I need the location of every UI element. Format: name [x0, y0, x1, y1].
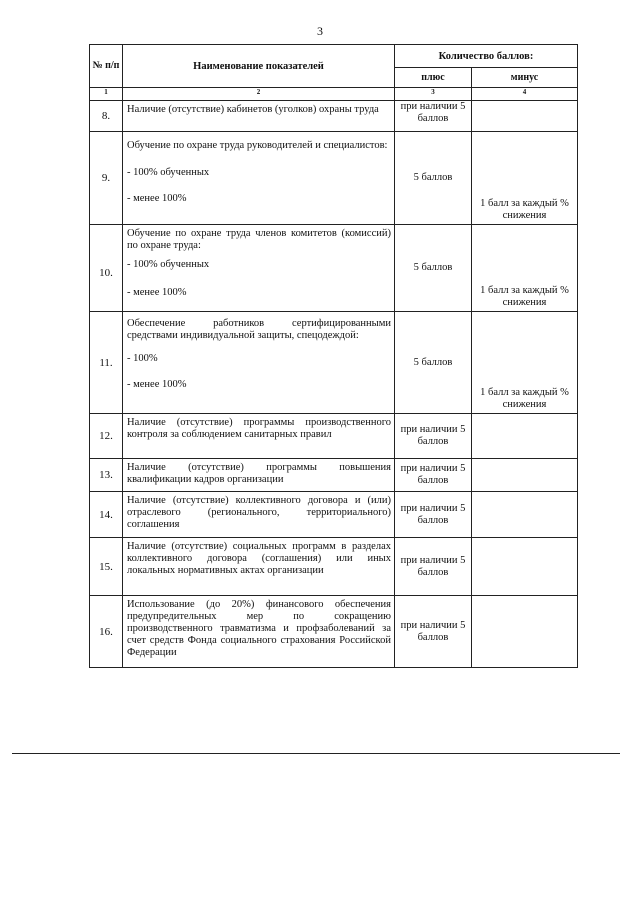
- table-row: [90, 459, 578, 492]
- indicator-text: Наличие (отсутствие) программы производственного контроля за соблюдением санитарных правил: [123, 414, 395, 459]
- plus-value: при наличии 5 баллов: [395, 459, 472, 492]
- column-index: 1: [90, 88, 123, 101]
- row-number: 14.: [90, 492, 123, 538]
- header-num: № п/п: [90, 45, 123, 88]
- plus-value: при наличии 5 баллов: [395, 596, 472, 668]
- table-row: [90, 312, 578, 414]
- option-partial: - менее 100%: [127, 379, 187, 390]
- header-name: Наименование показателей: [123, 45, 395, 88]
- page-number: 3: [317, 24, 323, 38]
- table-row: [90, 596, 578, 668]
- indicators-table: [89, 44, 578, 668]
- option-full: - 100% обученных: [127, 259, 210, 270]
- table-row: [90, 492, 578, 538]
- indicator-text: Наличие (отсутствие) социальных программ в разделах коллективного договора (соглашения) или иных локальных нормативных актах организации: [123, 538, 395, 596]
- row-number: 9.: [90, 132, 123, 225]
- minus-value: 1 балл за каждый % снижения: [472, 225, 578, 312]
- plus-value: 5 баллов: [395, 132, 472, 225]
- footer-divider: [12, 753, 620, 754]
- plus-value: 5 баллов: [395, 225, 472, 312]
- minus-value: 1 балл за каждый % снижения: [472, 132, 578, 225]
- row-number: 15.: [90, 538, 123, 596]
- indicator-text: Наличие (отсутствие) программы повышения квалификации кадров организации: [123, 459, 395, 492]
- row-number: 16.: [90, 596, 123, 668]
- header-plus: плюс: [395, 68, 472, 88]
- plus-value: при наличии 5 баллов: [395, 538, 472, 596]
- plus-value: при наличии 5 баллов: [395, 492, 472, 538]
- table-row: [90, 101, 578, 132]
- plus-value: 5 баллов: [395, 312, 472, 414]
- minus-value: [472, 414, 578, 459]
- plus-value: при наличии 5 баллов: [395, 101, 472, 132]
- table-row: [90, 132, 578, 225]
- row-number: 10.: [90, 225, 123, 312]
- indicator-title: Обеспечение работников сертифицированными средствами индивидуальной защиты, спецодеждой:: [127, 318, 391, 341]
- option-full: - 100% обученных: [127, 167, 210, 178]
- header-minus: минус: [472, 68, 578, 88]
- plus-value: при наличии 5 баллов: [395, 414, 472, 459]
- column-index-row: [90, 88, 578, 101]
- minus-value: 1 балл за каждый % снижения: [472, 312, 578, 414]
- minus-value: [472, 596, 578, 668]
- row-number: 8.: [90, 101, 123, 132]
- table-row: [90, 538, 578, 596]
- minus-value: [472, 538, 578, 596]
- row-number: 12.: [90, 414, 123, 459]
- table-row: [90, 414, 578, 459]
- row-number: 11.: [90, 312, 123, 414]
- table-row: [90, 225, 578, 312]
- column-index: 2: [123, 88, 395, 101]
- indicator-text: Использование (до 20%) финансового обеспечения предупредительных мер по сокращению производственного травматизма и профзаболеваний за счет средств Фонда социального страхования Российской Федерации: [123, 596, 395, 668]
- header-points: Количество баллов:: [395, 45, 578, 68]
- minus-value: [472, 101, 578, 132]
- minus-value: [472, 492, 578, 538]
- indicator-text: [123, 312, 395, 414]
- indicator-title: Обучение по охране труда руководителей и специалистов:: [127, 140, 388, 151]
- column-index: 4: [472, 88, 578, 101]
- indicator-text: Наличие (отсутствие) кабинетов (уголков) охраны труда: [123, 101, 395, 132]
- indicator-text: [123, 132, 395, 225]
- column-index: 3: [395, 88, 472, 101]
- minus-value: [472, 459, 578, 492]
- indicator-title: Обучение по охране труда членов комитетов (комиссий) по охране труда:: [127, 228, 391, 251]
- indicator-text: [123, 225, 395, 312]
- option-partial: - менее 100%: [127, 193, 187, 204]
- option-partial: - менее 100%: [127, 287, 187, 298]
- indicator-text: Наличие (отсутствие) коллективного договора и (или) отраслевого (регионального, территориального) соглашения: [123, 492, 395, 538]
- row-number: 13.: [90, 459, 123, 492]
- option-full: - 100%: [127, 353, 158, 364]
